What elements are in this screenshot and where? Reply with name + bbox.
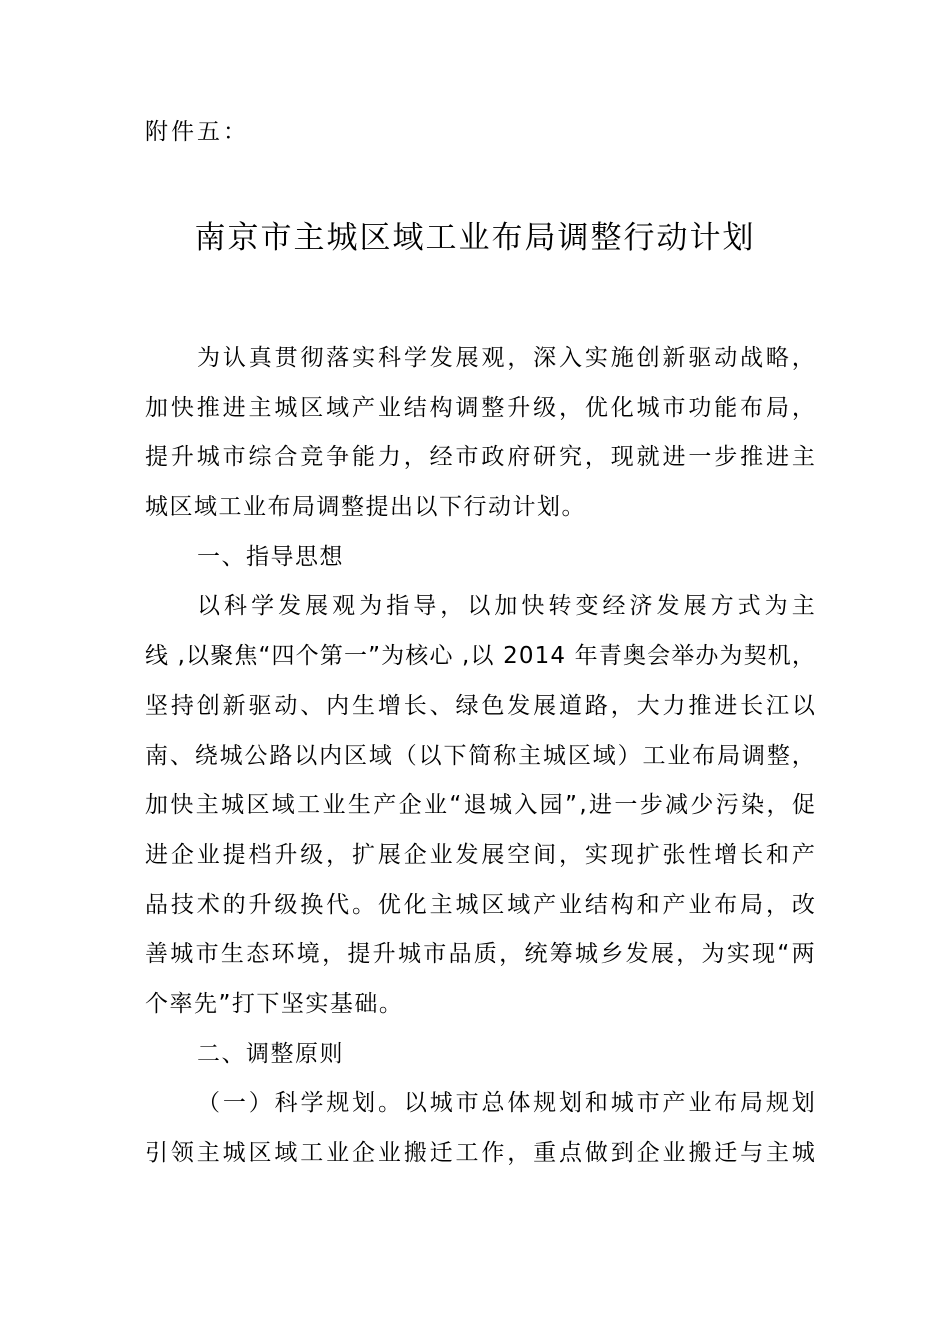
section-heading	[145, 1030, 815, 1080]
text-line	[145, 831, 815, 881]
text-line	[145, 632, 815, 682]
line-text: 加 快 主 城 区 域 工 业 生 产 企 业 “ 退 城 入 园 ” , 进 一 步 减 少 污 染 ， 促	[145, 792, 815, 819]
text-line	[145, 1129, 815, 1179]
text-line	[145, 881, 815, 931]
line-text: 以 科 学 发 展 观 为 指 导 ， 以 加 快 转 变 经 济 发 展 方 式 为 主	[197, 593, 815, 620]
text-line	[145, 1079, 815, 1129]
text-line	[145, 781, 815, 831]
line-text: 一、指导思想	[197, 543, 344, 570]
text-line	[145, 384, 815, 434]
line-text: 城区域工业布局调整提出以下行动计划。	[145, 494, 586, 521]
line-text: 善 城 市 生 态 环 境 ， 提 升 城 市 品 质 ， 统 筹 城 乡 发 展 ， 为 实 现 “ 两	[145, 941, 815, 968]
text-line	[145, 582, 815, 632]
section-heading	[145, 533, 815, 583]
line-text: 加 快 推 进 主 城 区 域 产 业 结 构 调 整 升 级 ， 优 化 城 市 功 能 布 局 ，	[145, 394, 815, 421]
text-line	[145, 732, 815, 782]
line-text: 为 认 真 贯 彻 落 实 科 学 发 展 观 ， 深 入 实 施 创 新 驱 动 战 略 ，	[197, 345, 815, 371]
text-line	[145, 930, 815, 980]
line-text: 线 , 以 聚 焦 “ 四 个 第 一 ” 为 核 心 , 以 2 0 1 4 年 青 奥 会 举 办 为 契 机 ，	[145, 643, 815, 670]
line-text: 引 领 主 城 区 域 工 业 企 业 搬 迁 工 作 ， 重 点 做 到 企 业 搬 迁 与 主 城	[145, 1140, 815, 1166]
text-line	[145, 980, 815, 1030]
document-body	[145, 334, 815, 1179]
text-line	[145, 334, 815, 384]
line-text: 坚 持 创 新 驱 动 、 内 生 增 长 、 绿 色 发 展 道 路 ， 大 力 推 进 长 江 以	[145, 692, 815, 719]
line-text: 二、调整原则	[197, 1040, 344, 1067]
line-text: （ 一 ） 科 学 规 划 。 以 城 市 总 体 规 划 和 城 市 产 业 布 局 规 划	[197, 1090, 815, 1117]
document-title: 南京市主城区域工业布局调整行动计划	[194, 220, 756, 256]
attachment-label: 附件五：	[145, 119, 249, 145]
line-text: 南 、 绕 城 公 路 以 内 区 域 （ 以 下 简 称 主 城 区 域 ） 工 业 布 局 调 整 ，	[145, 742, 815, 769]
text-line	[145, 483, 815, 533]
text-line	[145, 433, 815, 483]
line-text: 个率先”打下坚实基础。	[145, 990, 404, 1017]
text-line	[145, 682, 815, 732]
line-text: 进 企 业 提 档 升 级 ， 扩 展 企 业 发 展 空 间 ， 实 现 扩 张 性 增 长 和 产	[145, 841, 815, 868]
line-text: 提 升 城 市 综 合 竞 争 能 力 ， 经 市 政 府 研 究 ， 现 就 进 一 步 推 进 主	[145, 444, 815, 471]
line-text: 品 技 术 的 升 级 换 代 。 优 化 主 城 区 域 产 业 结 构 和 产 业 布 局 ， 改	[145, 891, 815, 918]
